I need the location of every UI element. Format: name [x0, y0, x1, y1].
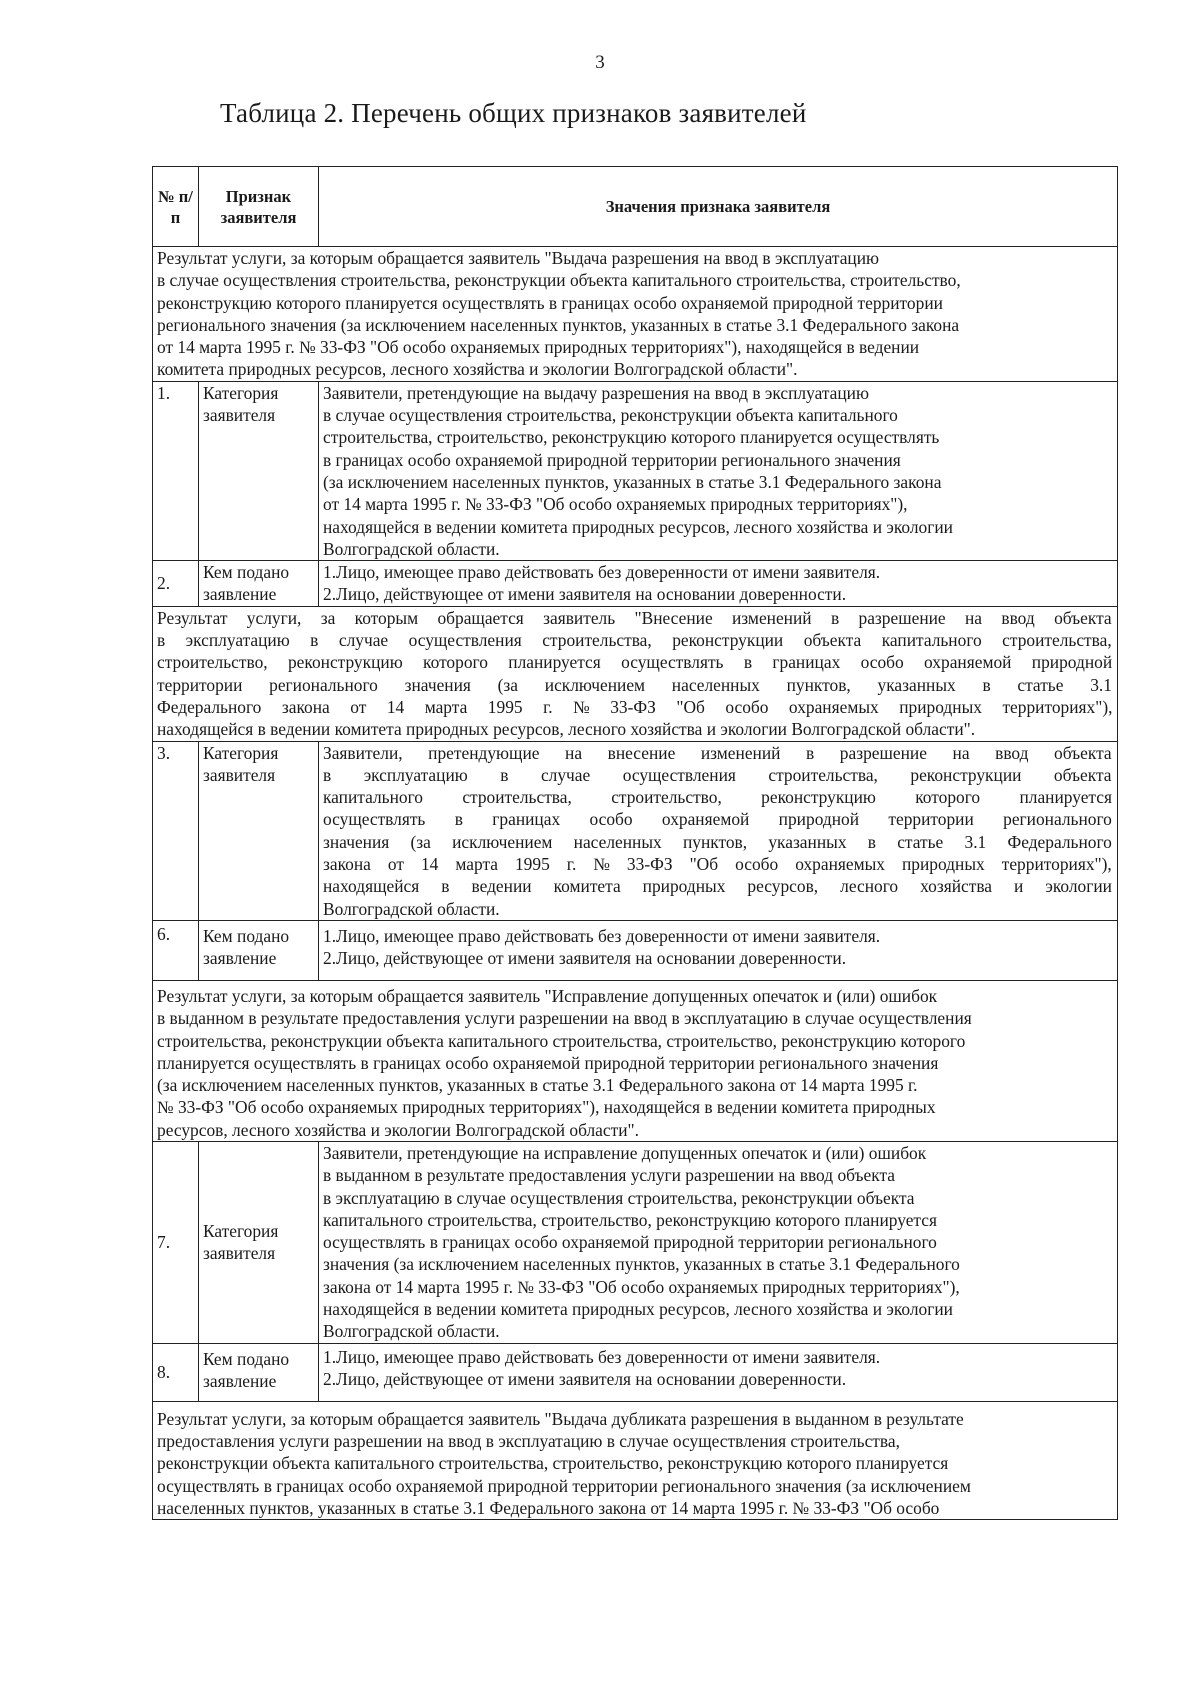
table-row — [153, 1141, 1118, 1343]
section-line: комитета природных ресурсов, лесного хозяйства и экологии Волгоградской области". — [157, 359, 798, 380]
row-value — [319, 1141, 1118, 1343]
attribute-line: заявление — [203, 584, 277, 605]
row-attribute — [199, 561, 319, 607]
value-line: значения (за исключением населенных пунктов, указанных в статье 3.1 Федерального — [323, 831, 1112, 852]
attribute-line: заявителя — [203, 1243, 276, 1264]
value-line: находящейся в ведении комитета природных ресурсов, лесного хозяйства и экологии — [323, 876, 1112, 897]
row-attribute — [199, 741, 319, 920]
value-line: 1.Лицо, имеющее право действовать без доверенности от имени заявителя. — [323, 562, 881, 583]
section-1-text — [153, 247, 1118, 382]
row-value — [319, 1343, 1118, 1401]
section-2-text — [153, 606, 1118, 741]
page-number: 3 — [595, 52, 605, 73]
table-row — [153, 741, 1118, 920]
attribute-line: Категория — [203, 1221, 279, 1242]
header-value: Значения признака заявителя — [319, 167, 1118, 247]
section-line: территории регионального значения (за исключением населенных пунктов, указанных в статье 3.1 — [157, 674, 1112, 695]
section-line: регионального значения (за исключением населенных пунктов, указанных в статье 3.1 Федерального закона — [157, 314, 960, 335]
row-attribute — [199, 1343, 319, 1401]
value-line: Заявители, претендующие на внесение изменений в разрешение на ввод объекта — [323, 742, 1112, 763]
header-num: № п/п — [153, 167, 199, 247]
table-row — [153, 1343, 1118, 1401]
attribute-line: заявителя — [203, 764, 276, 785]
section-line: Результат услуги, за которым обращается заявитель "Выдача разрешения на ввод в эксплуатацию — [157, 248, 880, 268]
row-value — [319, 741, 1118, 920]
section-line: предоставления услуги разрешении на ввод в эксплуатацию в случае осуществления строительства, — [157, 1430, 900, 1451]
value-line: (за исключением населенных пунктов, указанных в статье 3.1 Федерального закона — [323, 471, 942, 492]
section-line: населенных пунктов, указанных в статье 3.1 Федерального закона от 14 марта 1995 г. № 33-ФЗ "Об особо — [157, 1497, 940, 1518]
value-line: 2.Лицо, действующее от имени заявителя на основании доверенности. — [323, 1368, 847, 1389]
attribute-line: заявителя — [203, 405, 276, 426]
row-attribute — [199, 381, 319, 560]
value-line: закона от 14 марта 1995 г. № 33-ФЗ "Об особо охраняемых природных территориях"), — [323, 1276, 960, 1297]
value-line: находящейся в ведении комитета природных ресурсов, лесного хозяйства и экологии — [323, 516, 953, 537]
value-line: Волгоградской области. — [323, 898, 500, 919]
value-line: в эксплуатацию в случае осуществления строительства, реконструкции объекта — [323, 1187, 915, 1208]
section-line: строительство, реконструкцию которого планируется осуществлять в границах особо охраняемой природной — [157, 652, 1113, 673]
section-line: Результат услуги, за которым обращается заявитель "Внесение изменений в разрешение на ввод объекта — [157, 607, 1112, 628]
value-line: 1.Лицо, имеющее право действовать без доверенности от имени заявителя. — [323, 925, 881, 946]
section-line: Результат услуги, за которым обращается заявитель "Исправление допущенных опечаток и (или) ошибок — [157, 985, 938, 1006]
section-line: строительства, реконструкции объекта капитального строительства, строительство, реконструкцию которого — [157, 1030, 966, 1051]
table-row — [153, 561, 1118, 607]
row-number: 3. — [153, 741, 199, 920]
value-line: строительства, строительство, реконструкцию которого планируется осуществлять — [323, 427, 940, 448]
section-line: реконструкцию которого планируется осуществлять в границах особо охраняемой природной территории — [157, 292, 943, 313]
value-line: от 14 марта 1995 г. № 33-ФЗ "Об особо охраняемых природных территориях"), — [323, 494, 908, 515]
section-row — [153, 247, 1118, 382]
value-line: 1.Лицо, имеющее право действовать без доверенности от имени заявителя. — [323, 1346, 881, 1367]
row-number: 8. — [153, 1343, 199, 1401]
value-line: в границах особо охраняемой природной территории регионального значения — [323, 449, 901, 470]
row-attribute — [199, 1141, 319, 1343]
row-value — [319, 561, 1118, 607]
section-line: (за исключением населенных пунктов, указанных в статье 3.1 Федерального закона от 14 марта 1995 г. — [157, 1075, 918, 1096]
section-line: в случае осуществления строительства, реконструкции объекта капитального строительства, строительство, — [157, 270, 961, 291]
attribute-line: Категория — [203, 382, 279, 403]
section-line: Федерального закона от 14 марта 1995 г. № 33-ФЗ "Об особо охраняемых природных территориях"), — [157, 696, 1113, 717]
attribute-line: Кем подано — [203, 562, 290, 583]
value-line: Волгоградской области. — [323, 1321, 500, 1342]
section-line: реконструкции объекта капитального строительства, строительство, реконструкцию которого планируется — [157, 1453, 949, 1474]
row-value — [319, 920, 1118, 980]
section-line: в выданном в результате предоставления услуги разрешении на ввод в эксплуатацию в случае осуществления — [157, 1008, 972, 1029]
table-title: Таблица 2. Перечень общих признаков заявителей — [220, 98, 807, 128]
section-line: от 14 марта 1995 г. № 33-ФЗ "Об особо охраняемых природных территориях"), находящейся в ведении — [157, 337, 920, 358]
table-row — [153, 381, 1118, 560]
value-line: осуществлять в границах особо охраняемой природной территории регионального — [323, 809, 1112, 830]
section-line: Результат услуги, за которым обращается заявитель "Выдача дубликата разрешения в выданном в результате — [157, 1408, 964, 1429]
section-row — [153, 980, 1118, 1141]
row-number: 7. — [153, 1141, 199, 1343]
attribute-line: Категория — [203, 742, 279, 763]
table-header-row — [153, 167, 1118, 247]
row-number: 2. — [153, 561, 199, 607]
section-line: № 33-ФЗ "Об особо охраняемых природных территориях"), находящейся в ведении комитета природных — [157, 1097, 936, 1118]
section-3-text — [153, 980, 1118, 1141]
attribute-line: Кем подано — [203, 1348, 290, 1369]
attribute-line: заявление — [203, 948, 277, 969]
value-line: 2.Лицо, действующее от имени заявителя на основании доверенности. — [323, 948, 847, 969]
section-row — [153, 606, 1118, 741]
row-attribute — [199, 920, 319, 980]
value-line: в случае осуществления строительства, реконструкции объекта капитального — [323, 405, 898, 426]
value-line: находящейся в ведении комитета природных ресурсов, лесного хозяйства и экологии — [323, 1299, 953, 1320]
row-number: 1. — [153, 381, 199, 560]
section-line: осуществлять в границах особо охраняемой природной территории регионального значения (за исключением — [157, 1475, 971, 1496]
value-line: 2.Лицо, действующее от имени заявителя на основании доверенности. — [323, 584, 847, 605]
section-line: планируется осуществлять в границах особо охраняемой природной территории регионального значения — [157, 1052, 939, 1073]
value-line: закона от 14 марта 1995 г. № 33-ФЗ "Об особо охраняемых природных территориях"), — [323, 854, 1112, 875]
attribute-line: Кем подано — [203, 925, 290, 946]
attribute-line: заявление — [203, 1370, 277, 1391]
value-line: в эксплуатацию в случае осуществления строительства, реконструкции объекта — [323, 764, 1112, 785]
value-line: капитального строительства, строительство, реконструкцию которого планируется — [323, 1209, 937, 1230]
value-line: Заявители, претендующие на выдачу разрешения на ввод в эксплуатацию — [323, 382, 869, 403]
section-4-text — [153, 1401, 1118, 1519]
value-line: значения (за исключением населенных пунктов, указанных в статье 3.1 Федерального — [323, 1254, 960, 1275]
value-line: осуществлять в границах особо охраняемой природной территории регионального — [323, 1232, 937, 1253]
section-line: ресурсов, лесного хозяйства и экологии Волгоградской области". — [157, 1119, 639, 1140]
value-line: Волгоградской области. — [323, 538, 500, 559]
value-line: в выданном в результате предоставления услуги разрешении на ввод объекта — [323, 1165, 896, 1186]
row-value — [319, 381, 1118, 560]
section-line: в эксплуатацию в случае осуществления строительства, реконструкции объекта капитального строительства, — [157, 630, 1112, 651]
table-row — [153, 920, 1118, 980]
value-line: Заявители, претендующие на исправление допущенных опечаток и (или) ошибок — [323, 1142, 927, 1163]
applicant-attributes-table — [152, 166, 1118, 1520]
value-line: капитального строительства, строительство, реконструкцию которого планируется — [323, 787, 1112, 808]
header-attribute: Признак заявителя — [199, 167, 319, 247]
row-number: 6. — [153, 920, 199, 980]
section-line: находящейся в ведении комитета природных ресурсов, лесного хозяйства и экологии Волгоградской области". — [157, 719, 976, 740]
section-row — [153, 1401, 1118, 1519]
